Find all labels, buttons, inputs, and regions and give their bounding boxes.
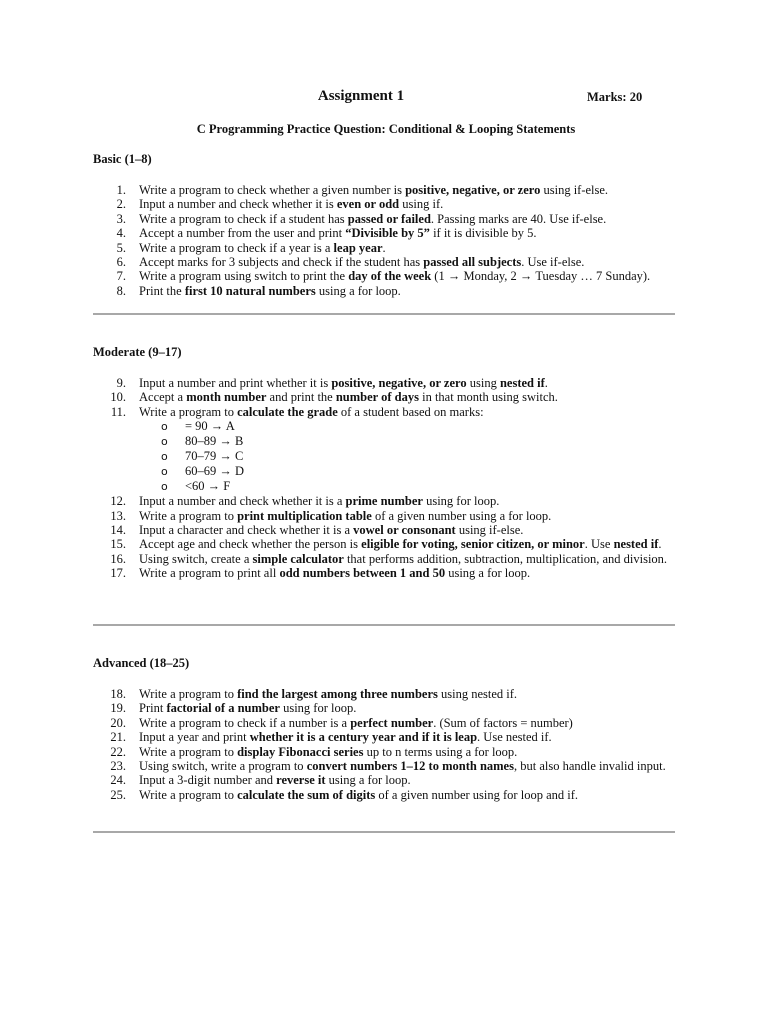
emphasis-text: vowel or consonant xyxy=(353,523,456,538)
question-number: 22. xyxy=(110,744,126,759)
question-text: using if-else. xyxy=(540,183,609,197)
grade-item xyxy=(139,419,675,434)
emphasis-text: find the largest among three numbers xyxy=(237,687,438,701)
question-text: Write a program to xyxy=(139,687,238,701)
section-advanced xyxy=(93,656,675,802)
question-number: 5. xyxy=(116,240,126,255)
section-moderate xyxy=(93,345,675,581)
question-number: 10. xyxy=(110,390,126,405)
question-number: 14. xyxy=(110,523,126,538)
section-heading: Moderate (9–17) xyxy=(93,345,182,359)
question-text: Print the xyxy=(139,283,185,298)
question-text: . (Sum of factors = number) xyxy=(433,715,573,730)
emphasis-text: convert numbers 1–12 to month names xyxy=(306,759,514,774)
question-item xyxy=(93,509,675,523)
question-text: Write a program to check if a year is a xyxy=(139,240,334,255)
question-text: Input a 3-digit number and xyxy=(139,773,277,788)
emphasis-text: eligible for voting, senior citizen, or minor xyxy=(361,537,585,552)
emphasis-text: positive, negative, or zero xyxy=(331,376,467,390)
question-item xyxy=(93,788,675,802)
question-text: Print xyxy=(139,701,167,716)
emphasis-text: simple calculator xyxy=(252,551,344,566)
question-number: 18. xyxy=(110,687,126,701)
question-text: of a given number using for loop and if. xyxy=(375,787,578,802)
question-text: Accept age and check whether the person is xyxy=(139,537,362,552)
question-number: 6. xyxy=(116,255,126,270)
grade-text: 80–89 → B xyxy=(185,434,244,449)
question-text: Input a year and print xyxy=(139,730,250,745)
section-heading: Basic (1–8) xyxy=(93,152,152,166)
emphasis-text: whether it is a century year and if it is leap xyxy=(249,730,478,745)
question-text: of a student based on marks: xyxy=(337,404,484,419)
question-text: Write a program to xyxy=(139,508,238,523)
question-text: using a for loop. xyxy=(315,283,401,298)
question-text: using if. xyxy=(399,197,444,212)
question-number: 2. xyxy=(116,197,126,212)
question-item xyxy=(93,523,675,537)
question-text: Input a character and check whether it is a xyxy=(139,523,354,538)
emphasis-text: day of the week xyxy=(348,269,432,284)
grade-text: 60–69 → D xyxy=(185,464,245,479)
question-item xyxy=(93,566,675,580)
question-number: 15. xyxy=(110,537,126,552)
question-number: 4. xyxy=(116,226,126,241)
question-item xyxy=(93,226,675,240)
question-text: . Use xyxy=(584,537,614,552)
emphasis-text: passed or failed xyxy=(347,211,431,226)
question-item xyxy=(93,390,675,404)
question-list xyxy=(93,687,675,802)
emphasis-text: nested if xyxy=(499,376,545,390)
grade-sublist xyxy=(139,419,675,494)
question-item xyxy=(93,284,675,298)
question-text: (1 → Monday, 2 → Tuesday … 7 Sunday). xyxy=(431,269,651,284)
question-item xyxy=(93,537,675,551)
question-item xyxy=(93,255,675,269)
grade-text: = 90 → A xyxy=(185,419,235,434)
emphasis-text: number of days xyxy=(335,390,419,405)
question-number: 24. xyxy=(110,773,126,788)
question-item xyxy=(93,376,675,390)
question-item xyxy=(93,730,675,744)
question-number: 25. xyxy=(110,787,126,802)
question-text: Accept a number from the user and print xyxy=(139,226,346,241)
question-item xyxy=(93,759,675,773)
question-text: , but also handle invalid input. xyxy=(513,759,666,774)
section-divider xyxy=(93,624,675,626)
grade-text: <60 → F xyxy=(185,479,231,494)
question-item xyxy=(93,405,675,419)
question-text: of a given number using a for loop. xyxy=(371,508,552,523)
question-text: Accept marks for 3 subjects and check if the student has xyxy=(139,255,424,270)
section-divider xyxy=(93,831,675,833)
emphasis-text: first 10 natural numbers xyxy=(184,283,316,298)
question-item xyxy=(93,197,675,211)
question-text: Using switch, create a xyxy=(139,551,253,566)
question-number: 13. xyxy=(110,508,126,523)
question-text: . Use if-else. xyxy=(521,255,585,270)
question-list xyxy=(93,376,675,581)
grade-item xyxy=(139,479,675,494)
question-item xyxy=(93,212,675,226)
emphasis-text: leap year xyxy=(333,240,383,255)
question-text: using a for loop. xyxy=(445,566,531,581)
question-text: if it is divisible by 5. xyxy=(429,226,537,241)
question-number: 1. xyxy=(116,183,126,197)
question-text: using nested if. xyxy=(437,687,518,701)
question-text: up to n terms using a for loop. xyxy=(363,744,518,759)
question-text: Write a program to check if a number is a xyxy=(139,715,351,730)
question-list xyxy=(93,183,675,298)
question-text: Write a program to check if a student has xyxy=(139,211,348,226)
question-text: Write a program to xyxy=(139,787,238,802)
question-number: 20. xyxy=(110,715,126,730)
emphasis-text: passed all subjects xyxy=(423,255,522,270)
question-number: 16. xyxy=(110,551,126,566)
question-text: . Passing marks are 40. Use if-else. xyxy=(430,211,607,226)
question-text: Write a program to xyxy=(139,404,238,419)
question-item xyxy=(93,716,675,730)
question-item xyxy=(93,241,675,255)
emphasis-text: even or odd xyxy=(336,197,400,212)
question-number: 9. xyxy=(116,376,126,390)
emphasis-text: odd numbers between 1 and 50 xyxy=(279,566,446,581)
bullet-marker: o xyxy=(161,450,168,464)
bullet-marker: o xyxy=(161,480,168,494)
question-number: 8. xyxy=(116,283,126,298)
emphasis-text: prime number xyxy=(345,494,423,509)
question-number: 11. xyxy=(110,404,126,419)
question-item xyxy=(93,687,675,701)
question-text: in that month using switch. xyxy=(418,390,558,405)
grade-text: 70–79 → C xyxy=(185,449,244,464)
emphasis-text: perfect number xyxy=(350,715,434,730)
section-divider xyxy=(93,313,675,315)
bullet-marker: o xyxy=(161,465,168,479)
question-text: . Use nested if. xyxy=(477,730,552,745)
grade-item xyxy=(139,434,675,449)
grade-item xyxy=(139,464,675,479)
question-number: 12. xyxy=(110,494,126,509)
question-number: 17. xyxy=(110,566,126,581)
section-basic xyxy=(93,152,675,298)
emphasis-text: calculate the grade xyxy=(237,404,338,419)
question-item xyxy=(93,552,675,566)
question-text: . xyxy=(382,240,386,255)
bullet-marker: o xyxy=(161,420,168,434)
question-text: Accept a xyxy=(139,390,187,405)
emphasis-text: display Fibonacci series xyxy=(237,744,364,759)
question-item xyxy=(93,269,675,283)
question-item xyxy=(93,183,675,197)
question-item xyxy=(93,494,675,508)
question-text: that performs addition, subtraction, multiplication, and division. xyxy=(343,551,668,566)
emphasis-text: month number xyxy=(186,390,267,405)
question-number: 21. xyxy=(110,730,126,745)
question-number: 7. xyxy=(116,269,126,284)
emphasis-text: factorial of a number xyxy=(166,701,280,716)
assignment-subtitle: C Programming Practice Question: Conditional & Looping Statements xyxy=(196,122,576,136)
question-item xyxy=(93,745,675,759)
emphasis-text: calculate the sum of digits xyxy=(237,787,376,802)
question-text: Write a program to print all xyxy=(139,566,280,581)
grade-sublist-container xyxy=(93,419,675,494)
section-heading: Advanced (18–25) xyxy=(93,656,190,670)
question-item xyxy=(93,701,675,715)
assignment-title: Assignment 1 xyxy=(317,88,405,104)
question-number: 19. xyxy=(110,701,126,716)
question-text: Write a program to check whether a given number is xyxy=(139,183,406,197)
question-text: Using switch, write a program to xyxy=(139,759,307,774)
question-number: 23. xyxy=(110,759,126,774)
emphasis-text: positive, negative, or zero xyxy=(405,183,541,197)
question-number: 3. xyxy=(116,211,126,226)
question-text: using xyxy=(466,376,500,390)
emphasis-text: “Divisible by 5” xyxy=(345,226,430,241)
question-text: using a for loop. xyxy=(325,773,411,788)
question-text: Input a number and check whether it is xyxy=(139,197,337,212)
question-text: using for loop. xyxy=(279,701,357,716)
emphasis-text: reverse it xyxy=(276,773,326,788)
question-text: Input a number and print whether it is xyxy=(139,376,332,390)
question-text: . xyxy=(544,376,548,390)
emphasis-text: print multiplication table xyxy=(237,508,372,523)
question-text: Write a program using switch to print the xyxy=(139,269,349,284)
question-text: and print the xyxy=(266,390,336,405)
question-text: using for loop. xyxy=(422,494,500,509)
question-text: using if-else. xyxy=(455,523,524,538)
question-item xyxy=(93,773,675,787)
question-text: . xyxy=(658,537,662,552)
question-text: Write a program to xyxy=(139,744,238,759)
bullet-marker: o xyxy=(161,435,168,449)
grade-item xyxy=(139,449,675,464)
question-text: Input a number and check whether it is a xyxy=(139,494,346,509)
emphasis-text: nested if xyxy=(613,537,659,552)
marks-label: Marks: 20 xyxy=(587,90,643,104)
